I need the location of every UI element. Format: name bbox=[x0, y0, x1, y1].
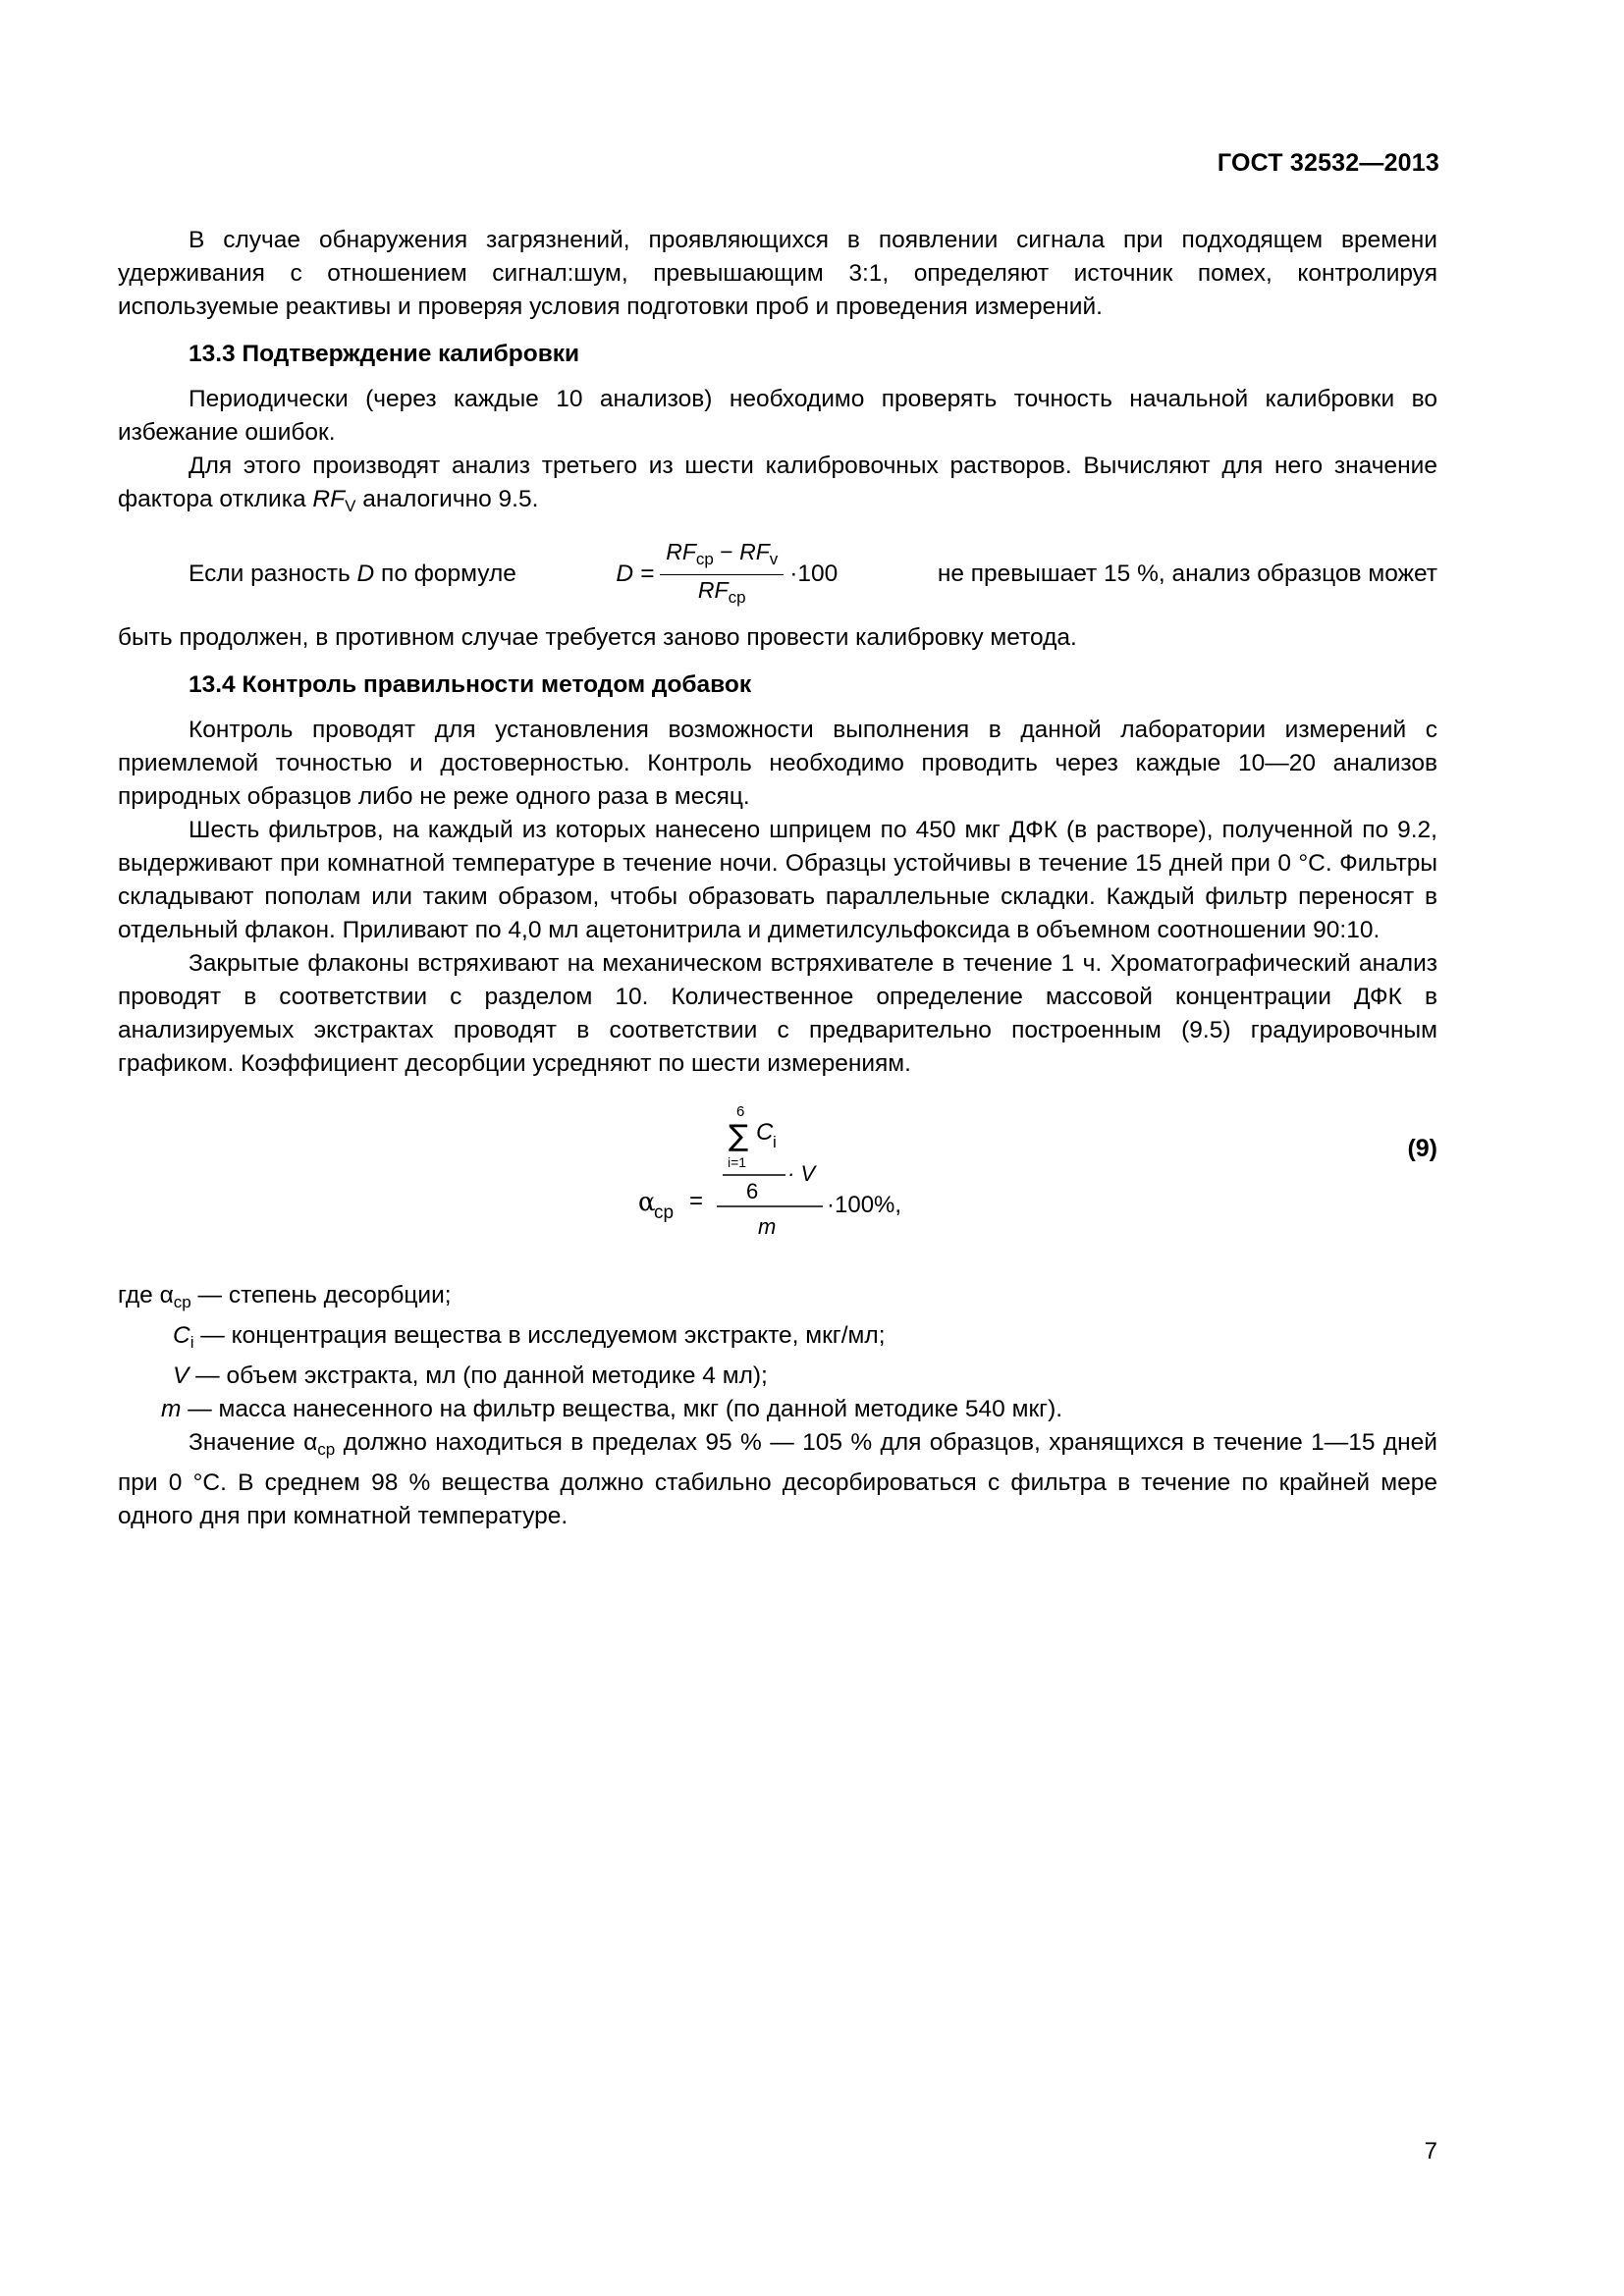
formula-d bbox=[616, 537, 838, 613]
formula-9-sum-lower: i=1 bbox=[728, 1154, 747, 1170]
def-ci-symbol: C bbox=[173, 1322, 190, 1349]
num-minus: − bbox=[713, 538, 740, 564]
alpha-range-pre: Значение bbox=[189, 1429, 296, 1456]
alpha-range-sub: ср bbox=[317, 1440, 336, 1459]
section-13-3-title: 13.3 Подтверждение калибровки bbox=[189, 341, 580, 367]
formula-9-block bbox=[118, 1096, 1437, 1273]
response-factor-text: Для этого производят анализ третьего из шести калибровочных растворов. Вычисляют для него значение фактора отклика bbox=[118, 453, 1437, 512]
formula-9-sum-upper: 6 bbox=[736, 1103, 745, 1120]
formula-9-c-sub: i bbox=[773, 1133, 777, 1151]
def-m-symbol: m bbox=[161, 1396, 182, 1422]
formula-9 bbox=[638, 1096, 1129, 1273]
formula-9-inner-den: 6 bbox=[746, 1179, 759, 1203]
den-sub: ср bbox=[728, 587, 746, 607]
formula-d-lhs: D = bbox=[616, 561, 655, 587]
paragraph-filters: Шесть фильтров, на каждый из которых нанесено шприцем по 450 мкг ДФК (в растворе), полученной по 9.2, выдерживают при комнатной температуре в течение ночи. Образцы устойчивы в течение 15 дней при 0 °С. Фильтры складывают пополам или таким образом, чтобы образовать параллельные складки. Каждый фильтр переносят в отдельный флакон. Приливают по 4,0 мл ацетонитрила и диметилсульфоксида в объемном соотношении 90:10. bbox=[118, 817, 1437, 943]
equation-number: (9) bbox=[1407, 1135, 1437, 1162]
formula-9-lhs-alpha: α bbox=[638, 1188, 656, 1217]
document-body bbox=[118, 224, 1437, 1533]
difference-variable: D bbox=[356, 561, 375, 587]
paragraph-alpha-range bbox=[118, 1426, 1437, 1533]
alpha-range-text: должно находиться в пределах 95 % — 105 % для образцов, хранящихся в течение 1—15 дней при 0 °С. В среднем 98 % вещества должно стабильно десорбироваться с фильтра в течение по крайней мере одного дня при комнатной температуре. bbox=[118, 1429, 1437, 1529]
formula-9-c-var: C bbox=[756, 1119, 774, 1146]
definitions-list bbox=[118, 1279, 1437, 1533]
paragraph-periodic-check: Периодически (через каждые 10 анализов) необходимо проверять точность начальной калибровки во избежание ошибок. bbox=[118, 386, 1437, 446]
paragraph-control: Контроль проводят для установления возможности выполнения в данной лаборатории измерений с приемлемой точностью и достоверностью. Контроль необходимо проводить через каждые 10—20 анализов природных образцов либо не реже одного раза в месяц. bbox=[118, 717, 1437, 810]
formula-9-outer-den: m bbox=[758, 1214, 777, 1239]
den-rf: RF bbox=[697, 576, 729, 603]
difference-formula-row bbox=[118, 527, 1437, 621]
num-sub1: ср bbox=[695, 549, 714, 568]
formula-d-denominator bbox=[692, 575, 752, 613]
document-header: ГОСТ 32532—2013 bbox=[1217, 149, 1439, 177]
formula-9-eq: = bbox=[689, 1188, 704, 1214]
alpha-range-symbol: α bbox=[303, 1429, 318, 1456]
def-v-text: — объем экстракта, мл (по данной методике 4 мл); bbox=[189, 1362, 768, 1389]
def-alpha-sub: ср bbox=[173, 1293, 191, 1311]
rf-subscript: V bbox=[345, 497, 356, 515]
page-number: 7 bbox=[1424, 2138, 1437, 2164]
difference-text-2: по формуле bbox=[381, 561, 516, 587]
formula-9-sum-symbol: ∑ bbox=[729, 1119, 749, 1153]
def-ci-sub: i bbox=[189, 1333, 194, 1352]
response-factor-tail: аналогично 9.5. bbox=[362, 486, 539, 512]
num-rf1: RF bbox=[666, 538, 696, 564]
num-sub2: v bbox=[769, 549, 779, 568]
def-where: где bbox=[118, 1282, 153, 1308]
paragraph-shaking: Закрытые флаконы встряхивают на механическом встряхивателе в течение 1 ч. Хроматографический анализ проводят в соответствии с разделом 10. Количественное определение массовой концентрации ДФК в анализируемых экстрактах проводят в соответствии с предварительно построенным (9.5) градуировочным графиком. Коэффициент десорбции усредняют по шести измерениям. bbox=[118, 950, 1437, 1077]
section-13-4-title: 13.4 Контроль правильности методом добавок bbox=[189, 671, 752, 698]
num-rf2: RF bbox=[739, 538, 770, 564]
definition-v bbox=[118, 1360, 1437, 1393]
difference-text-1: Если разность bbox=[189, 561, 351, 587]
formula-d-numerator bbox=[660, 537, 784, 575]
def-v-symbol: V bbox=[173, 1362, 189, 1389]
paragraph-continue: быть продолжен, в противном случае требуется заново провести калибровку метода. bbox=[118, 624, 1077, 651]
difference-text-3: не превышает 15 %, анализ образцов может bbox=[937, 561, 1437, 587]
rf-symbol: RF bbox=[312, 486, 346, 512]
formula-d-mult: ·100 bbox=[789, 561, 839, 587]
definition-m bbox=[118, 1393, 1437, 1426]
formula-9-times-v: · V bbox=[787, 1161, 816, 1186]
def-m-text: — масса нанесенного на фильтр вещества, мкг (по данной методике 540 мкг). bbox=[181, 1396, 1063, 1422]
paragraph-response-factor bbox=[118, 450, 1437, 523]
definition-ci bbox=[118, 1319, 1437, 1360]
def-alpha-symbol: α bbox=[159, 1282, 174, 1308]
definition-alpha bbox=[118, 1279, 1437, 1319]
def-ci-text: — концентрация вещества в исследуемом экстракте, мкг/мл; bbox=[193, 1322, 886, 1349]
formula-d-fraction bbox=[660, 537, 784, 613]
formula-9-lhs-sub: ср bbox=[654, 1202, 675, 1223]
def-alpha-text: — степень десорбции; bbox=[190, 1282, 452, 1308]
paragraph-interference: В случае обнаружения загрязнений, проявляющихся в появлении сигнала при подходящем времени удерживания с отношением сигнал:шум, превышающим 3:1, определяют источник помех, контролируя используемые реактивы и проверяя условия подготовки проб и проведения измерений. bbox=[118, 227, 1437, 320]
formula-9-tail: ·100%, bbox=[827, 1192, 902, 1218]
